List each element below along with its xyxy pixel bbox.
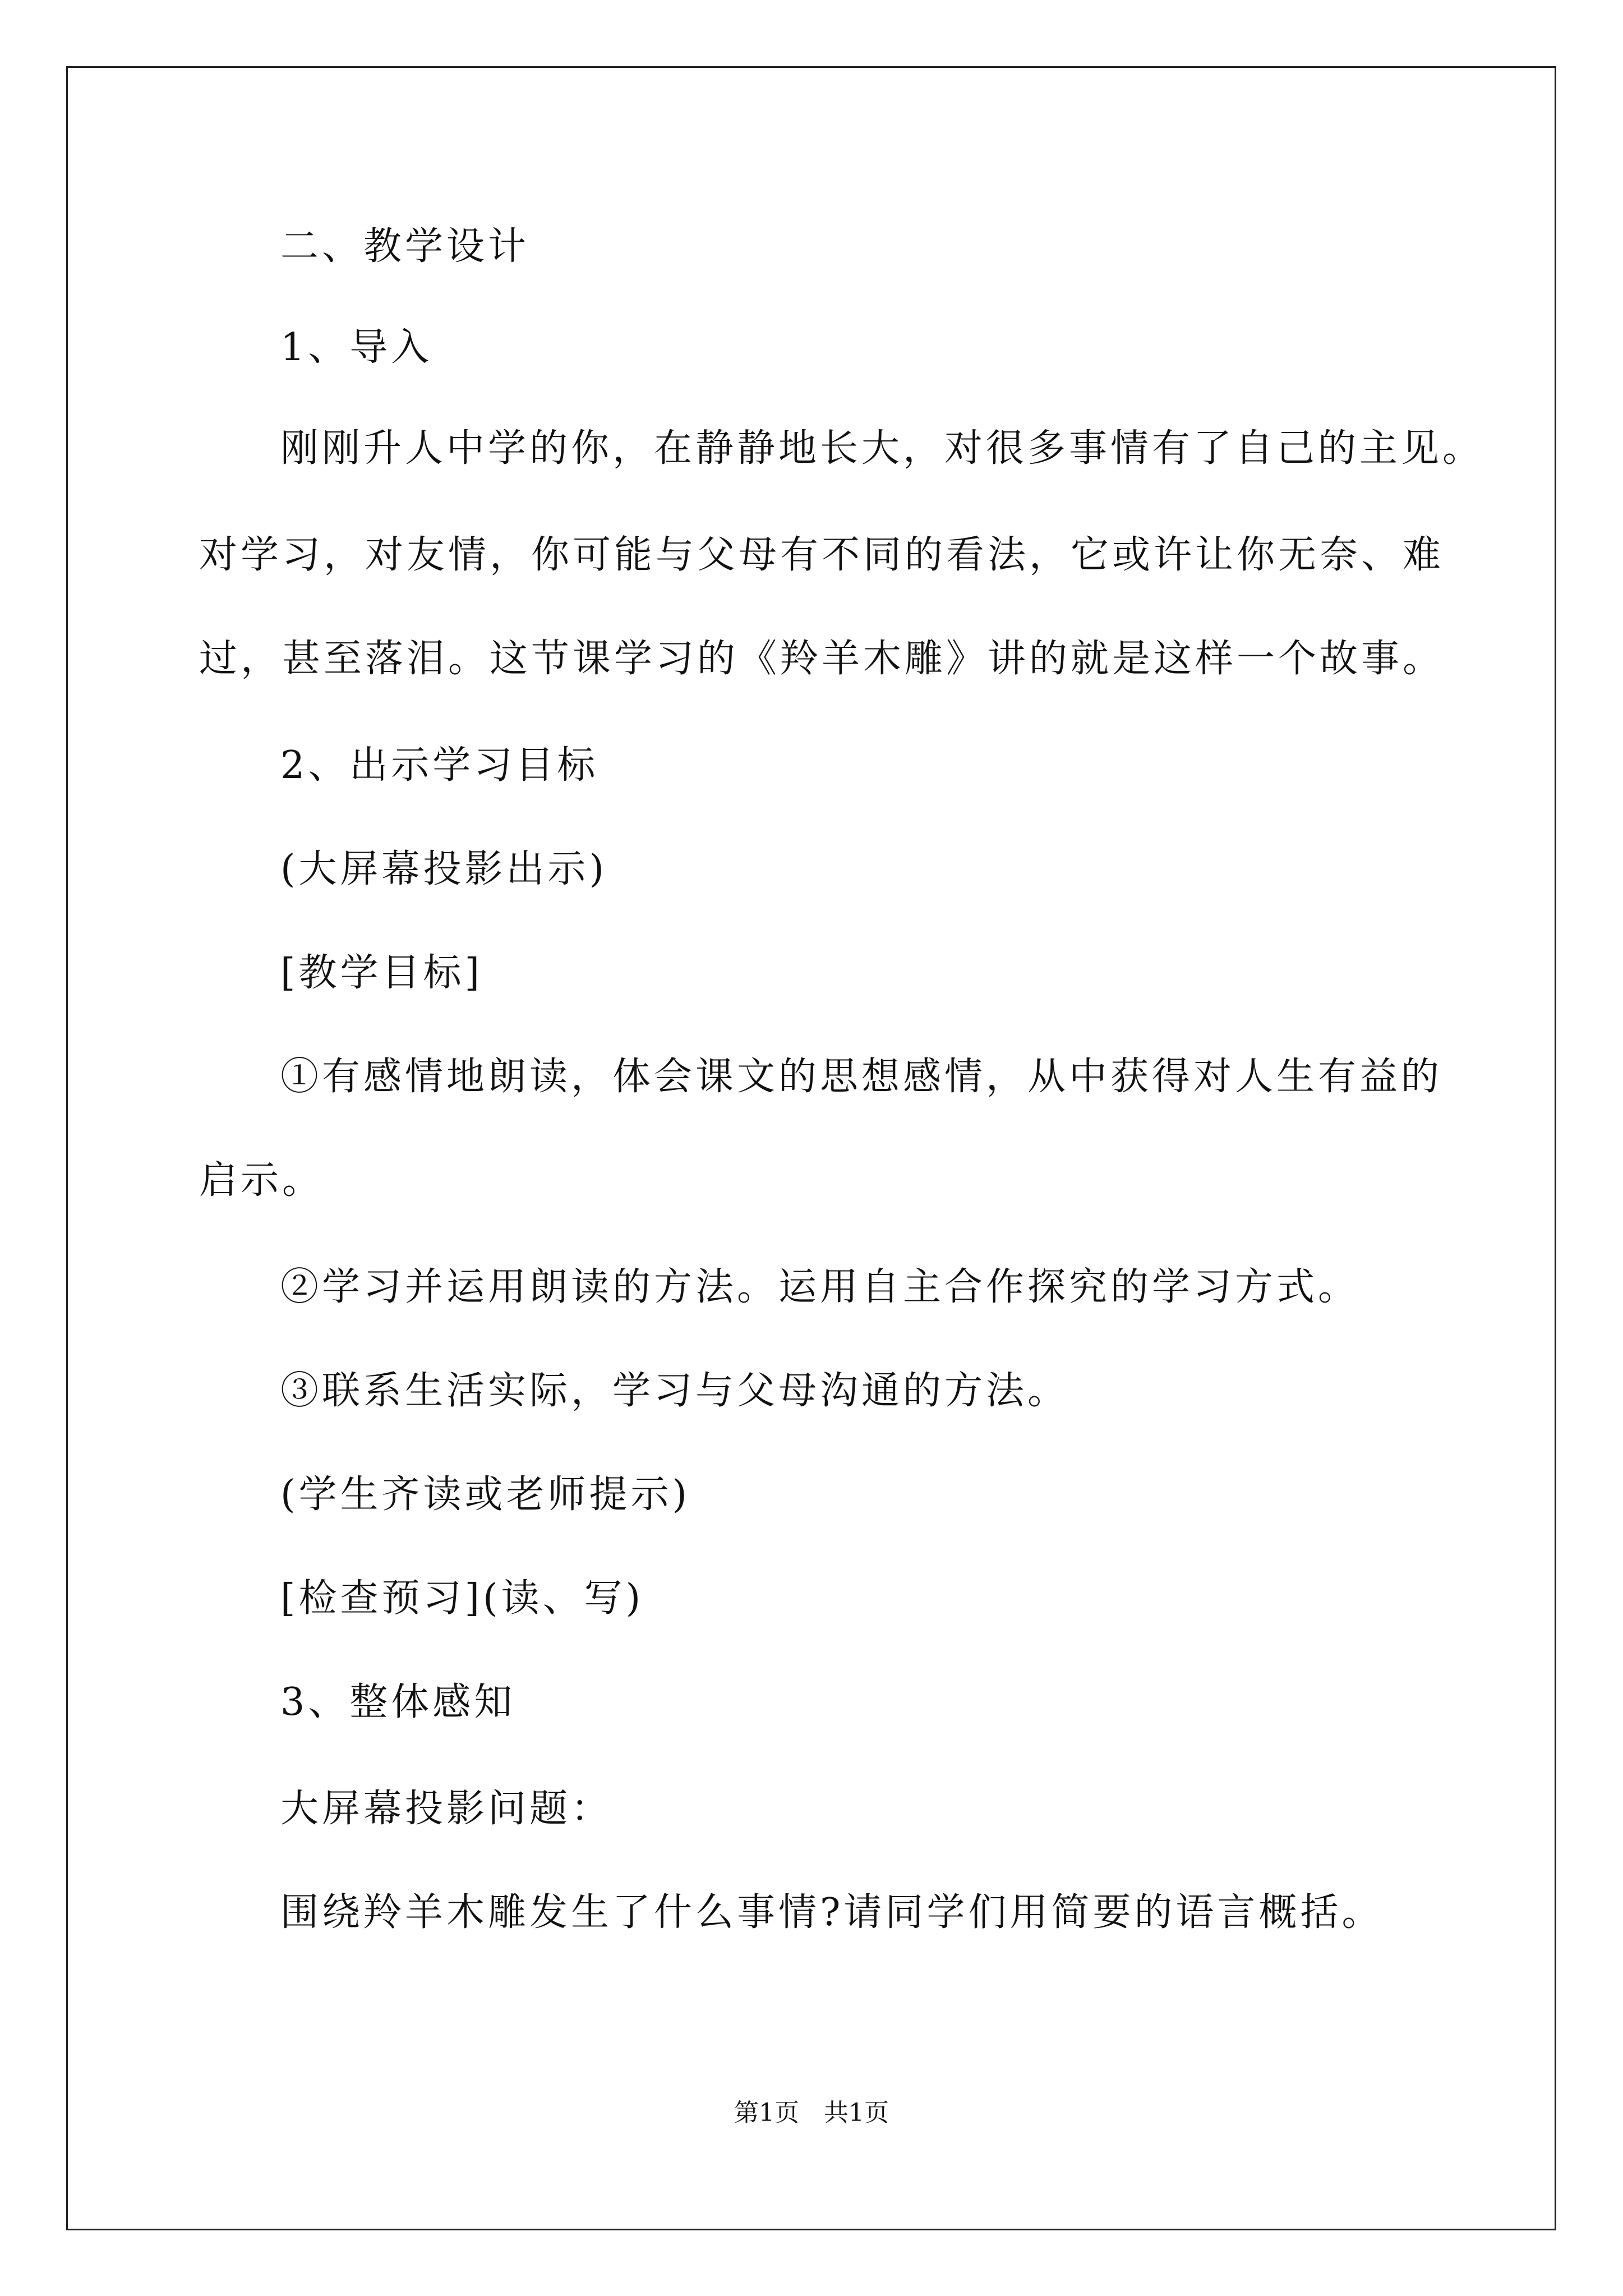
paragraph-line: [检查预习](读、写) xyxy=(280,1576,644,1621)
paragraph-line: ③联系生活实际，学习与父母沟通的方法。 xyxy=(280,1369,1069,1413)
subheading-objectives: 2、出示学习目标 xyxy=(280,743,599,788)
paragraph-line: ①有感情地朗读，体会课文的思想感情，从中获得对人生有益的 xyxy=(280,1055,1443,1099)
paragraph-line: 围绕羚羊木雕发生了什么事情?请同学们用简要的语言概括。 xyxy=(280,1890,1384,1935)
page-number: 第1页 xyxy=(734,2099,799,2127)
page-total: 共1页 xyxy=(824,2099,889,2127)
section-heading: 二、教学设计 xyxy=(280,224,530,269)
paragraph-line: 过，甚至落泪。这节课学习的《羚羊木雕》讲的就是这样一个故事。 xyxy=(199,637,1445,681)
paragraph-line: ②学习并运用朗读的方法。运用自主合作探究的学习方式。 xyxy=(280,1265,1360,1309)
paragraph-line: 对学习，对友情，你可能与父母有不同的看法，它或许让你无奈、难 xyxy=(199,533,1445,577)
paragraph-line: (学生齐读或老师提示) xyxy=(280,1473,691,1517)
paragraph-line: 刚刚升人中学的你，在静静地长大，对很多事情有了自己的主见。 xyxy=(280,426,1484,471)
paragraph-line: 启示。 xyxy=(199,1158,324,1203)
paragraph-line: [教学目标] xyxy=(280,951,483,995)
paragraph-line: 大屏幕投影问题： xyxy=(280,1787,613,1831)
paragraph-line: (大屏幕投影出示) xyxy=(280,847,608,891)
subheading-intro: 1、导入 xyxy=(280,325,433,370)
page-footer xyxy=(0,2096,1623,2130)
subheading-overview: 3、整体感知 xyxy=(280,1680,516,1724)
